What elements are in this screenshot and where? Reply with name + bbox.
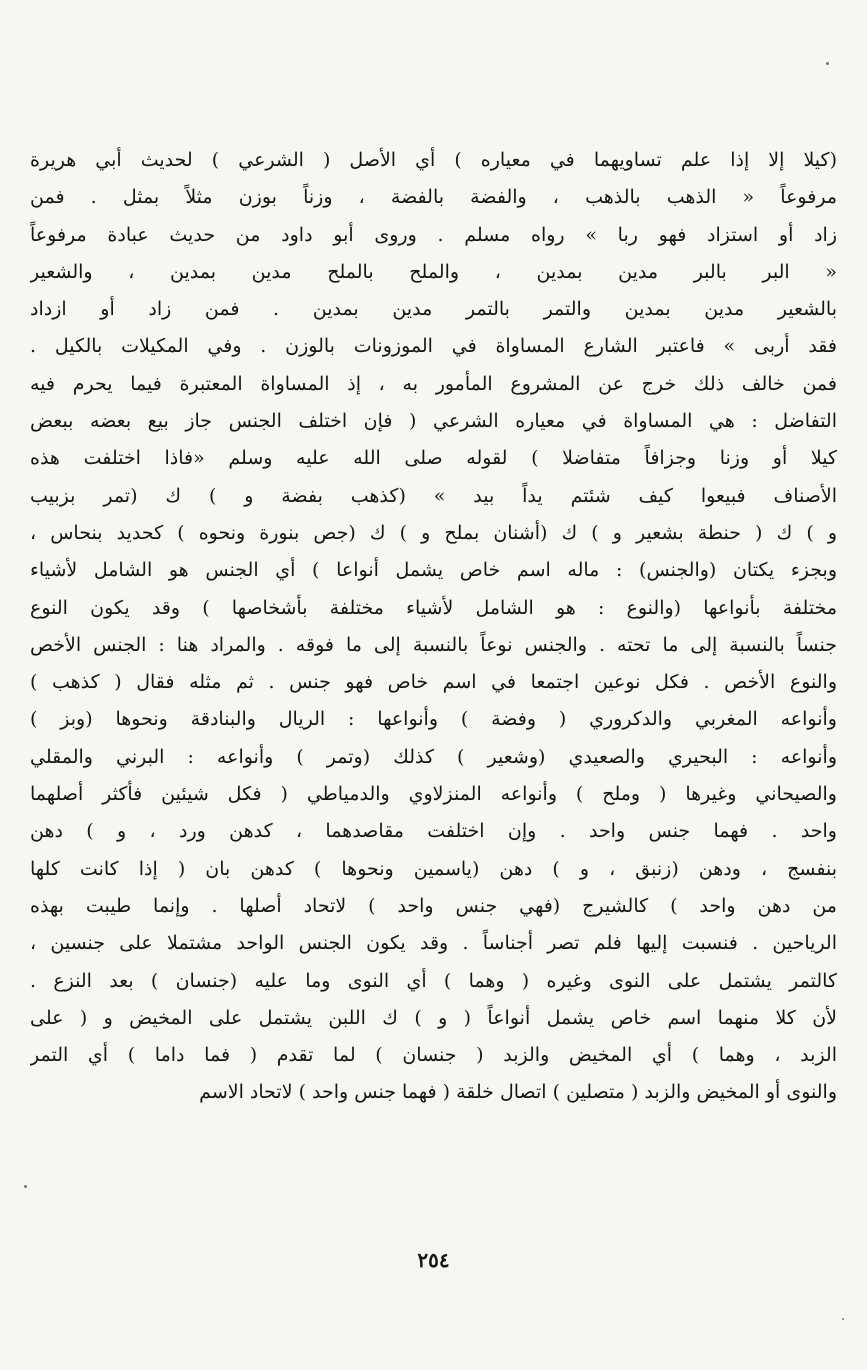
text-line: والنوع الأخص . فكل نوعين اجتمعا في اسم خاص فهو جنس . ثم مثله فقال ( كذهب ) [30,671,837,694]
text-line: وأنواعه المغربي والدكروري ( وفضة ) وأنواعها : الريال والبنادقة ونحوها (وبز ) [30,708,837,731]
text-line: وبجزء يكتان (والجنس) : ماله اسم خاص يشمل أنواعا ) أي الجنس هو الشامل لأشياء [30,559,837,582]
text-line: كيلا أو وزنا وجزافاً متفاضلا ) لقوله صلى الله عليه وسلم «فاذا اختلفت هذه [30,447,837,470]
text-line: جنساً بالنسبة إلى ما تحته . والجنس نوعاً بالنسبة إلى ما فوقه . والمراد هنا : الجنس الأخص [30,633,837,656]
text-line: و ) ك ( حنطة بشعير و ) ك (أشنان بملح و ) ك (جص بنورة ونحوه ) كحديد بنحاس ، [30,521,837,544]
text-line: من دهن واحد ) كالشيرج (فهي جنس واحد ) لاتحاد أصلها . وإنما طيبت بهذه [30,894,837,917]
text-line: التفاضل : هي المساواة في معياره الشرعي ( فإن اختلف الجنس جاز بيع بعضه ببعض [30,410,837,433]
text-line: زاد أو استزاد فهو ربا » رواه مسلم . وروى أبو داود من حديث عبادة مرفوعاً [30,223,837,246]
text-line: فقد أربى » فاعتبر الشارع المساواة في الموزونات بالوزن . وفي المكيلات بالكيل . [30,335,837,358]
text-line: الزبد ، وهما ) أي المخيض والزبد ( جنسان ) لما تقدم ( فما داما ) أي التمر [30,1044,837,1067]
text-line: « البر بالبر مدين بمدين ، والملح بالملح مدين بمدين ، والشعير [30,260,837,283]
body-text [30,142,837,1112]
text-line: بالشعير مدين بمدين والتمر بالتمر مدين بمدين . فمن زاد أو ازداد [30,298,837,321]
text-line: مرفوعاً « الذهب بالذهب ، والفضة بالفضة ، وزناً بوزن مثلاً بمثل . فمن [30,186,837,209]
text-line: والنوى أو المخيض والزبد ( متصلين ) اتصال خلقة ( فهما جنس واحد ) لاتحاد الاسم [199,1081,837,1104]
text-line: لأن كلا منهما اسم خاص يشمل أنواعاً ( و ) ك اللبن يشتمل على المخيض و ( على [30,1006,837,1029]
scan-speck [24,1185,27,1188]
text-line: والصيحاني وغيرها ( وملح ) وأنواعه المنزلاوي والدمياطي ( فكل شيئين فأكثر أصلهما [30,783,837,806]
text-line: وأنواعه : البحيري والصعيدي (وشعير ) كذلك (وتمر ) وأنواعه : البرني والمقلي [30,745,837,768]
text-line: كالتمر يشتمل على النوى وغيره ( وهما ) أي النوى وما عليه (جنسان ) بعد النزع . [30,969,837,992]
text-line: فمن خالف ذلك خرج عن المشروع المأمور به ، إذ المساواة المعتبرة فيما يحرم فيه [30,372,837,395]
scan-speck [842,1318,844,1320]
text-line: واحد . فهما جنس واحد . وإن اختلفت مقاصدهما ، كدهن ورد ، و ) دهن [30,820,837,843]
text-line: الأصناف فبيعوا كيف شئتم يداً بيد » (كذهب بفضة و ) ك (تمر بزبيب [30,484,837,507]
text-line: (كيلا إلا إذا علم تساويهما في معياره ) أي الأصل ( الشرعي ) لحديث أبي هريرة [30,149,837,171]
scan-speck [826,62,829,65]
page-number: ٢٥٤ [417,1248,450,1272]
text-line: مختلفة بأنواعها (والنوع : هو الشامل لأشياء مختلفة بأشخاصها ) وقد يكون النوع [30,596,837,619]
text-line: بنفسج ، ودهن (زنبق ، و ) دهن (ياسمين ونحوها ) كدهن بان ( إذا كانت كلها [30,857,837,880]
text-line: الرياحين . فنسبت إليها فلم تصر أجناساً . وقد يكون الجنس الواحد مشتملا على جنسين ، [30,932,837,955]
